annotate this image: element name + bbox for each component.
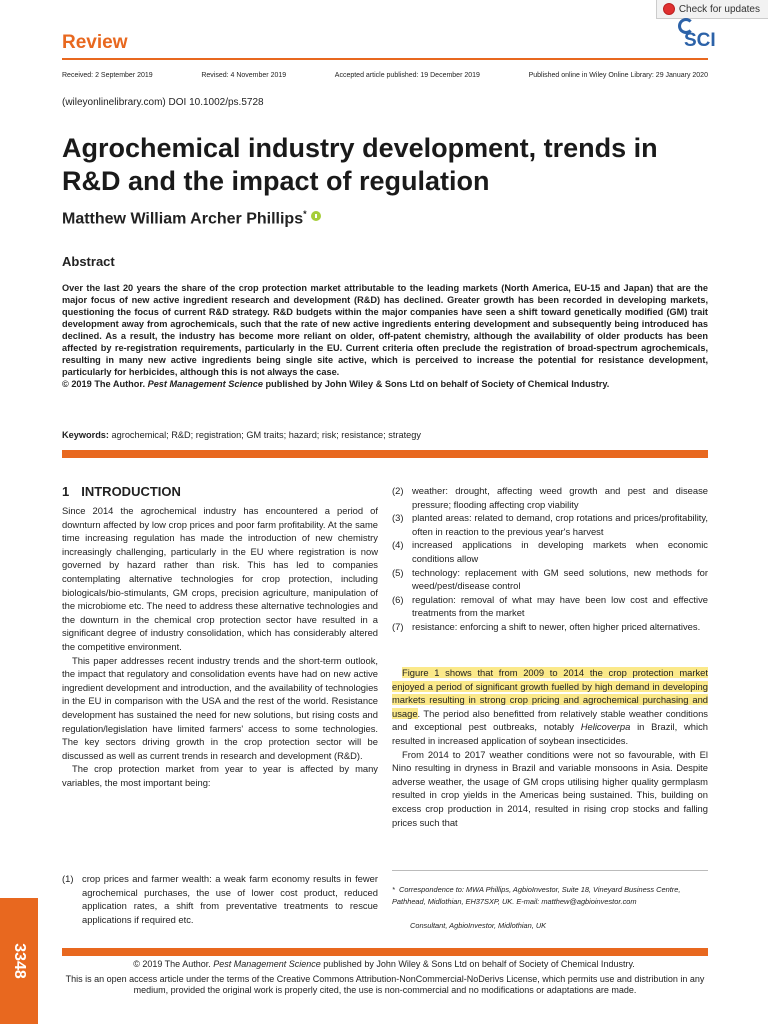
correspondence-footnote bbox=[392, 884, 708, 908]
orcid-icon[interactable] bbox=[311, 211, 321, 221]
abstract-heading: Abstract bbox=[62, 254, 115, 269]
author-mark: * bbox=[303, 209, 307, 219]
sci-logo bbox=[678, 18, 732, 54]
highlighted-text[interactable]: Figure 1 shows that from 2009 to 2014 the crop protection market enjoyed a period of significant growth fuelled by high demand in developing markets resulting in strong crop pricing and agrochemical purchasing and usage bbox=[392, 667, 708, 719]
right-column-text bbox=[392, 666, 708, 829]
page-number-tab bbox=[0, 898, 38, 1024]
abstract-journal-name: Pest Management Science bbox=[147, 379, 263, 389]
list-item bbox=[62, 872, 378, 926]
paragraph bbox=[392, 666, 708, 748]
update-icon bbox=[663, 3, 675, 15]
list-item bbox=[392, 593, 708, 620]
keywords bbox=[62, 430, 708, 440]
paragraph-text: . The period also benefitted from relatively stable weather conditions and exceptional pest outbreaks, notably bbox=[392, 707, 708, 733]
published-date: Published online in Wiley Online Library: 29 January 2020 bbox=[528, 72, 708, 79]
list-number: (2) bbox=[392, 485, 404, 496]
doi[interactable]: (wileyonlinelibrary.com) DOI 10.1002/ps.5728 bbox=[62, 97, 264, 108]
list-number: (4) bbox=[392, 539, 404, 551]
abstract-text: Over the last 20 years the share of the crop protection market attributable to the leading markets (North America, EU-15 and Japan) that are the major focus of new active ingredient research and development (R&D) has declined. Greater growth has been recorded in developing markets, questioning the focus of current R&D strategy. R&D budgets within the major companies have seen a shift toward genetically modified (GM) trait development away from agrochemicals, such that the rate of new active ingredients entering development and subsequently being introduced has declined. As a result, the industry has become more reliant on older, off-patent chemistry, although the availability of older products has been affected by re-registration requirements, particularly in the EU. Current criteria often preclude the registration of broad-spectrum agrochemicals, resulting in many new active ingredients being single site active, which is perceived to increase the potential for resistance development, particularly for herbicides, although this is not always the case. bbox=[62, 283, 708, 377]
sci-logo-text: SCI bbox=[684, 30, 716, 51]
author-line bbox=[62, 209, 321, 228]
list-text: increased applications in developing markets when economic conditions allow bbox=[412, 539, 708, 564]
list-text: technology: replacement with GM seed solutions, new methods for weed/pest/disease control bbox=[412, 566, 708, 592]
list-number: (3) bbox=[392, 512, 404, 524]
footer-license: This is an open access article under the terms of the Creative Commons Attribution-NonCommercial-NoDerivs License, which permits use and distribution in any medium, provided the original work is properly cited, the use is non-commercial and no modifications or adaptations are made. bbox=[65, 974, 705, 995]
received-date: Received: 2 September 2019 bbox=[62, 72, 153, 79]
footer-copyright-post: published by John Wiley & Sons Ltd on behalf of Society of Chemical Industry. bbox=[320, 959, 635, 969]
section-title: INTRODUCTION bbox=[81, 484, 181, 499]
footer-copyright bbox=[0, 959, 768, 969]
list-text: resistance: enforcing a shift to newer, often higher priced alternatives. bbox=[412, 620, 701, 632]
check-for-updates-label: Check for updates bbox=[678, 3, 760, 15]
section-number: 1 bbox=[62, 484, 70, 499]
right-column-list bbox=[392, 484, 708, 634]
top-divider bbox=[62, 58, 708, 60]
article-dates bbox=[62, 72, 708, 79]
page-number: 3348 bbox=[11, 943, 28, 979]
paragraph: From 2014 to 2017 weather conditions were not so favourable, with El Nino resulting in dryness in Brazil and variable monsoons in Asia. Despite adverse weather, the usage of GM crops utilising higher quality germplasm resulted in crop yields in the Americas being sustained. This, building on excess crop production in 2014, resulted in rising crop stocks and falling prices such that bbox=[392, 748, 708, 828]
abstract-copyright-post: published by John Wiley & Sons Ltd on behalf of Society of Chemical Industry. bbox=[262, 379, 610, 389]
list-text: planted areas: related to demand, crop rotations and prices/profitability, often in reaction to the previous year's harvest bbox=[412, 512, 708, 537]
check-for-updates-badge[interactable] bbox=[656, 0, 768, 19]
list-item bbox=[392, 566, 708, 593]
section-label: Review bbox=[62, 32, 128, 53]
footnote-mark: * bbox=[392, 885, 395, 894]
article-title: Agrochemical industry development, trends in R&D and the impact of regulation bbox=[62, 133, 658, 196]
abstract-copyright bbox=[62, 378, 708, 390]
section-divider bbox=[62, 450, 708, 458]
abstract-body bbox=[62, 282, 708, 390]
list-item bbox=[392, 620, 708, 634]
footer-copyright-pre: © 2019 The Author. bbox=[133, 959, 214, 969]
footnote-divider bbox=[392, 870, 708, 871]
list-number: (7) bbox=[392, 620, 404, 632]
list-text: weather: drought, affecting weed growth and pest and disease pressure; flooding affecting crop viability bbox=[412, 485, 708, 510]
paragraph: The crop protection market from year to year is affected by many variables, the most important being: bbox=[62, 763, 378, 788]
accepted-date: Accepted article published: 19 December 2019 bbox=[334, 72, 480, 79]
footer-journal-name: Pest Management Science bbox=[213, 959, 321, 969]
section-heading bbox=[62, 484, 193, 499]
list-text: crop prices and farmer wealth: a weak farm economy results in fewer agrochemical purchases, the use of lower cost product, reduced application rates, a shift from preventative treatments to rescue applications if required etc. bbox=[82, 873, 378, 925]
keywords-list: agrochemical; R&D; registration; GM traits; hazard; risk; resistance; strategy bbox=[108, 430, 421, 440]
paragraph-text: in Brazil, which resulted in increased application of soybean insecticides. bbox=[392, 721, 708, 746]
list-item bbox=[392, 511, 708, 538]
list-number: (1) bbox=[62, 873, 74, 884]
left-column-list bbox=[62, 872, 378, 926]
list-text: regulation: removal of what may have been low cost and effective treatments from the market bbox=[412, 593, 708, 619]
footer-divider bbox=[62, 948, 708, 956]
list-number: (6) bbox=[392, 593, 404, 605]
list-item bbox=[392, 484, 708, 511]
affiliation-footnote: Consultant, AgbioInvestor, Midlothian, UK bbox=[410, 921, 547, 930]
paragraph: Since 2014 the agrochemical industry has encountered a period of downturn affected by low crop prices and poor farm profitability. At the same time increasing regulation has made the introduction of new chemistry increasingly challenging, particularly in the EU where registration is now governed by hazard rather than risk. This has led to companies contemplating alternative technologies for crop protection, including biologicals/bio-stimulants, GM crops, precision agriculture, manipulation of the microbiome etc. The need to address these alternative technologies and the downturn in the chemical crop protection sector have resulted in a significant degree of industry consolidation, which has considerably altered the competitive environment. bbox=[62, 505, 378, 652]
left-column-top bbox=[62, 504, 378, 789]
paragraph: This paper addresses recent industry trends and the short-term outlook, the impact that regulatory and consolidation events have had on new active ingredient development and introduction, and the availability of technologies in the EU in comparison with the USA and the rest of the world. Resistance development has sustained the need for new solutions, but rising costs and regulation/legislation have limited farmers' access to some technologies. The key sectors driving growth in the crop protection sector will be discussed as well as current trends in research and development (R&D). bbox=[62, 654, 378, 761]
list-number: (5) bbox=[392, 566, 404, 578]
correspondence-text: Correspondence to: MWA Phillips, AgbioInvestor, Suite 18, Vineyard Business Centre, Pathhead, Midlothian, EH37SXP, UK. E-mail: matthew@agbioinvestor.com bbox=[392, 885, 681, 906]
keywords-label: Keywords: bbox=[62, 430, 109, 440]
revised-date: Revised: 4 November 2019 bbox=[201, 72, 287, 79]
author-name[interactable]: Matthew William Archer Phillips bbox=[62, 210, 304, 228]
species-name: Helicoverpa bbox=[580, 721, 631, 733]
list-item bbox=[392, 538, 708, 565]
abstract-copyright-pre: © 2019 The Author. bbox=[62, 379, 148, 389]
